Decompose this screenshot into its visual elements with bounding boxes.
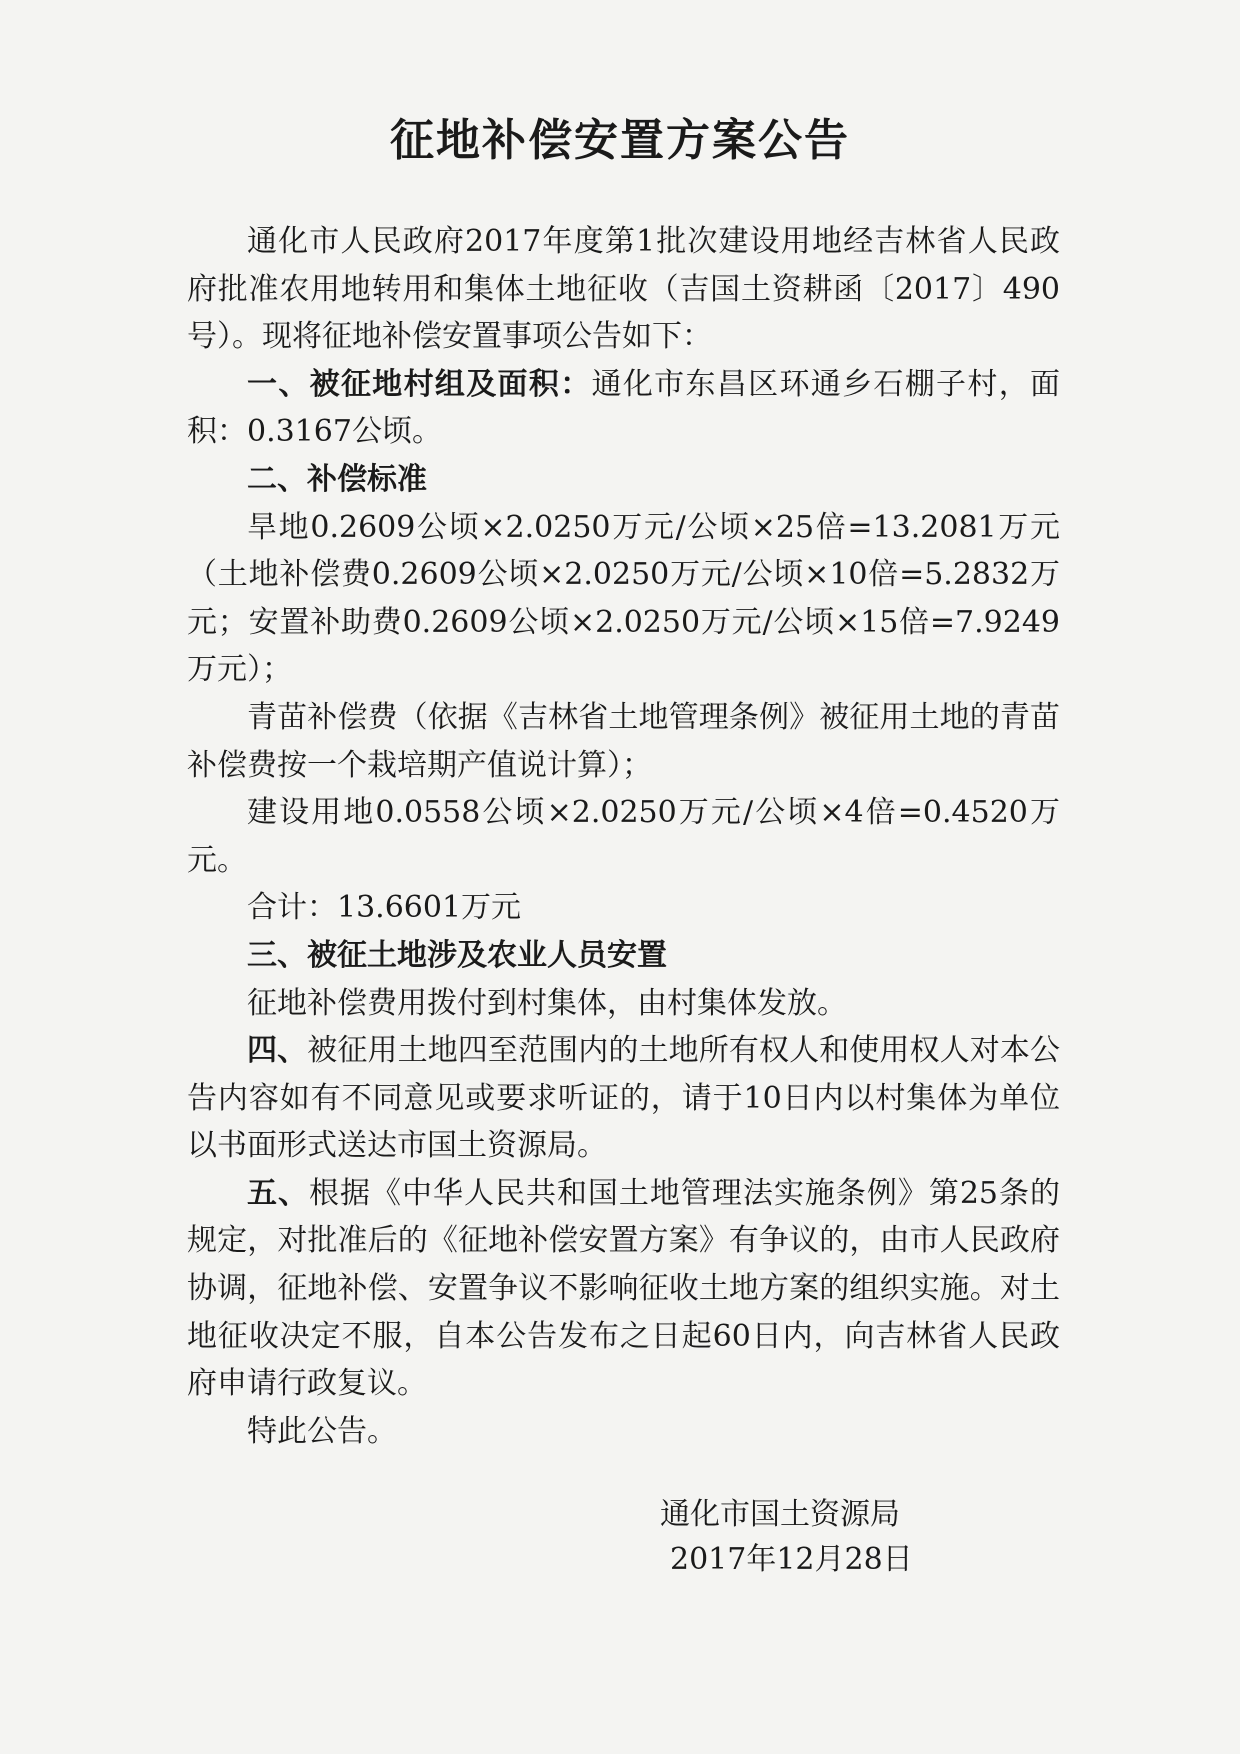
issuer-name: 通化市国土资源局	[660, 1497, 900, 1532]
section-5-heading: 五、	[247, 1175, 309, 1211]
section-2-construction: 建设用地0.0558公顷×2.0250万元/公顷×4倍=0.4520万元。	[187, 795, 1060, 878]
section-1-text: 通化市东昌区环通乡石棚子村，面积：0.3167公顷。	[187, 366, 1061, 450]
issue-date: 2017年12月28日	[670, 1542, 913, 1577]
section-3-text: 征地补偿费用拨付到村集体，由村集体发放。	[247, 985, 847, 1021]
section-4-heading: 四、	[247, 1033, 308, 1069]
closing-line: 特此公告。	[247, 1413, 397, 1449]
section-5-paragraph	[187, 1170, 1060, 1408]
section-4-text: 被征用土地四至范围内的土地所有权人和使用权人对本公告内容如有不同意见或要求听证的，请于10日内以村集体为单位以书面形式送达市国土资源局。	[187, 1033, 1061, 1164]
document-body	[187, 218, 1060, 1455]
section-1-paragraph	[187, 361, 1060, 456]
section-2-heading: 二、补偿标准	[247, 461, 427, 497]
section-5-text: 根据《中华人民共和国土地管理法实施条例》第25条的规定，对批准后的《征地补偿安置方案》有争议的，由市人民政府协调，征地补偿、安置争议不影响征收土地方案的组织实施。对土地征收决定不服，自本公告发布之日起60日内，向吉林省人民政府申请行政复议。	[187, 1175, 1061, 1402]
signature-block	[660, 1492, 980, 1582]
intro-paragraph: 通化市人民政府2017年度第1批次建设用地经吉林省人民政府批准农用地转用和集体土地征收（吉国土资耕函〔2017〕490号）。现将征地补偿安置事项公告如下：	[187, 224, 1060, 355]
section-1-heading: 一、被征地村组及面积：	[247, 366, 592, 402]
section-2-dryland: 旱地0.2609公顷×2.0250万元/公顷×25倍=13.2081万元（土地补偿费0.2609公顷×2.0250万元/公顷×10倍=5.2832万元；安置补助费0.2609公顷×2.0250万元/公顷×15倍=7.9249万元）；	[187, 509, 1060, 688]
page-title: 征地补偿安置方案公告	[390, 115, 850, 166]
section-4-paragraph	[187, 1027, 1060, 1170]
section-2-total: 合计：13.6601万元	[247, 890, 522, 926]
section-3-heading: 三、被征土地涉及农业人员安置	[247, 937, 667, 973]
section-2-crops: 青苗补偿费（依据《吉林省土地管理条例》被征用土地的青苗补偿费按一个栽培期产值说计算）；	[187, 699, 1060, 783]
